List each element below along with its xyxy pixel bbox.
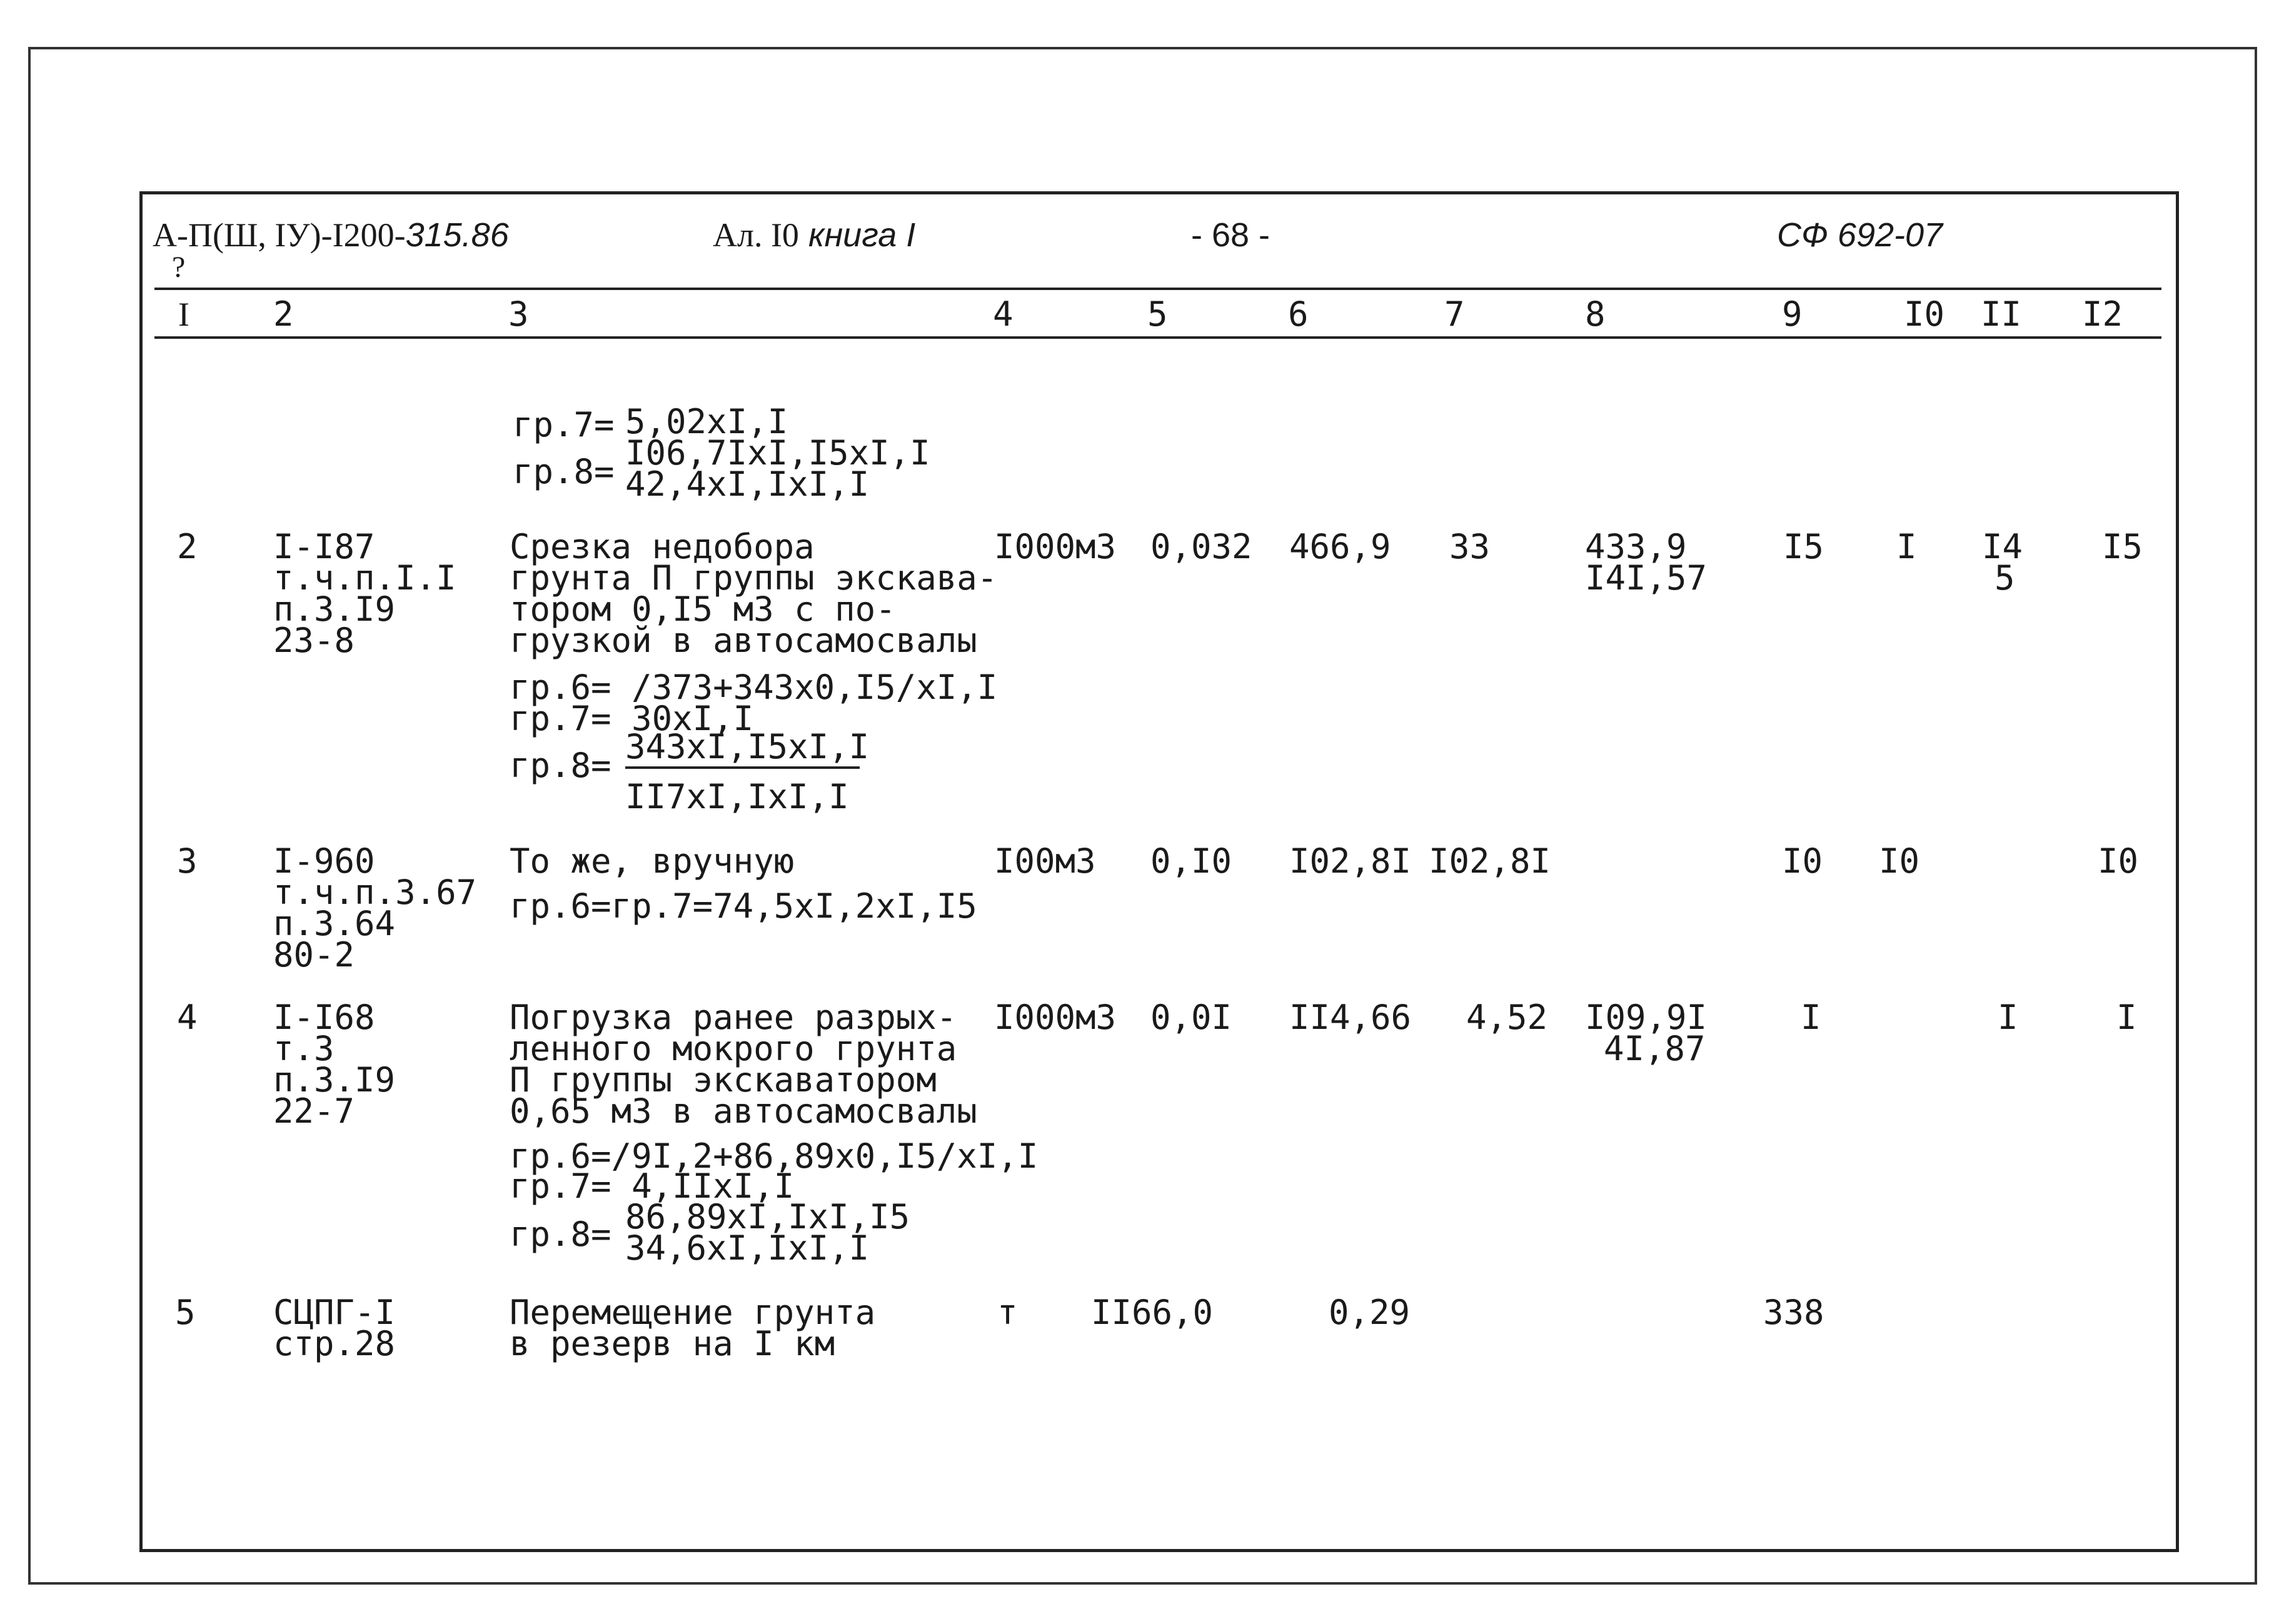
column-6-header: 6	[1288, 294, 1309, 334]
row-gr8-label: гр.8=	[510, 1215, 611, 1254]
row-gr8-line2: 34,6xI,IxI,I	[625, 1228, 870, 1268]
row-formula-line: гр.7= 30xI,I	[510, 699, 754, 738]
album-book: книга I	[808, 216, 916, 254]
column-8-header: 8	[1585, 294, 1606, 334]
row-col7: 4,52	[1466, 998, 1548, 1037]
row-col8-line1: I09,9I	[1585, 998, 1708, 1037]
column-12-header: I2	[2082, 294, 2123, 334]
row-col11-line1: I4	[1982, 527, 2023, 566]
page-number: - 68 -	[1191, 216, 1270, 254]
row-reference-line: т.3	[273, 1029, 335, 1068]
row-reference-line: СЦПГ-I	[273, 1293, 396, 1332]
column-4-header: 4	[993, 294, 1014, 334]
album-number: Ал. I0	[713, 216, 799, 254]
row-reference-line: 22-7	[273, 1091, 355, 1131]
column-5-header: 5	[1147, 294, 1168, 334]
fraction-bar	[625, 766, 860, 769]
row-col9: I5	[1783, 527, 1824, 566]
header-bottom-rule	[154, 336, 2161, 339]
row-reference-line: п.3.64	[273, 904, 396, 943]
row-col6: 466,9	[1289, 527, 1391, 566]
row-number: 4	[177, 998, 198, 1037]
row-description-line: То же, вручную	[510, 841, 795, 881]
album-reference	[713, 216, 915, 254]
row-number: 3	[177, 841, 198, 881]
row-col9: I0	[1782, 841, 1823, 881]
column-11-header: II	[1981, 294, 2022, 334]
row-description-line: ленного мокрого грунта	[510, 1029, 957, 1068]
row-reference-line: стр.28	[273, 1324, 396, 1363]
row-description-line: П группы экскаватором	[510, 1060, 937, 1100]
row-description-line: в резерв на I км	[510, 1324, 835, 1363]
column-2-header: 2	[273, 294, 294, 334]
row-description-line: Перемещение грунта	[510, 1293, 876, 1332]
row-description-line: Погрузка ранее разрых-	[510, 998, 957, 1037]
row-unit: I000м3	[994, 527, 1117, 566]
row-description-line: грузкой в автосамосвалы	[510, 621, 977, 660]
row-col10: I	[1896, 527, 1917, 566]
row-reference-line: т.ч.п.3.67	[273, 873, 477, 912]
document-code-handwritten: 315.86	[405, 216, 509, 254]
row-col9: I	[1801, 998, 1821, 1037]
row-quantity: 0,0I	[1150, 998, 1232, 1037]
row-col6: II4,66	[1289, 998, 1412, 1037]
row-description-line: Срезка недобора	[510, 527, 815, 566]
row-quantity: 0,032	[1150, 527, 1252, 566]
row-gr8-line1: 86,89xI,IxI,I5	[625, 1197, 910, 1236]
row-gr8-label: гр.8=	[510, 746, 611, 785]
intro-gr7-label: гр.7=	[513, 405, 615, 444]
row-formula-line: гр.7= 4,IIxI,I	[510, 1166, 795, 1206]
document-code	[153, 216, 509, 254]
row-col10: I0	[1879, 841, 1920, 881]
document-code-printed: А-П(Ш, IУ)-I200-	[153, 216, 406, 254]
row-gr8-denominator: II7xI,IxI,I	[625, 777, 849, 816]
row-col12: I0	[2098, 841, 2139, 881]
row-number: 2	[177, 527, 198, 566]
row-col8-line2: 4I,87	[1604, 1029, 1706, 1068]
row-col7: 33	[1449, 527, 1491, 566]
row-formula-line: гр.6=гр.7=74,5xI,2xI,I5	[510, 886, 977, 926]
row-formula-line: гр.6=/9I,2+86,89x0,I5/xI,I	[510, 1136, 1039, 1176]
column-10-header: I0	[1904, 294, 1945, 334]
row-reference-line: I-960	[273, 841, 375, 881]
header-top-rule	[154, 288, 2161, 290]
row-reference-line: п.3.I9	[273, 1060, 396, 1100]
column-9-header: 9	[1782, 294, 1803, 334]
row-col8-line1: 433,9	[1585, 527, 1687, 566]
row-description-line: 0,65 м3 в автосамосвалы	[510, 1091, 977, 1131]
column-3-header: 3	[508, 294, 529, 334]
row-reference-line: 80-2	[273, 935, 355, 975]
row-col6: I02,8I	[1289, 841, 1412, 881]
row-quantity: 0,I0	[1150, 841, 1232, 881]
intro-gr8-line1: I06,7IxI,I5xI,I	[625, 433, 930, 473]
stamp-code: СФ 692-07	[1777, 216, 1943, 254]
row-description-line: грунта П группы экскава-	[510, 558, 998, 598]
row-reference-line: 23-8	[273, 621, 355, 660]
row-reference-line: п.3.I9	[273, 589, 396, 629]
intro-gr8-line2: 42,4xI,IxI,I	[625, 464, 870, 504]
column-7-header: 7	[1444, 294, 1465, 334]
row-reference-line: т.ч.п.I.I	[273, 558, 456, 598]
row-unit: т	[997, 1293, 1018, 1332]
row-col12: I	[2116, 998, 2137, 1037]
row-col12: I5	[2102, 527, 2143, 566]
column-1-header: I	[178, 296, 189, 333]
row-reference-line: I-I68	[273, 998, 375, 1037]
row-formula-line: гр.6= /373+343x0,I5/xI,I	[510, 668, 998, 707]
row-number: 5	[175, 1293, 196, 1332]
row-col6: 0,29	[1329, 1293, 1411, 1332]
row-description-line: тором 0,I5 м3 с по-	[510, 589, 896, 629]
row-col7: I02,8I	[1429, 841, 1551, 881]
intro-gr8-label: гр.8=	[513, 452, 615, 491]
row-unit: I00м3	[994, 841, 1096, 881]
row-gr8-numerator: 343xI,I5xI,I	[625, 727, 870, 766]
row-col11-line2: 5	[1995, 558, 2015, 598]
row-unit: I000м3	[994, 998, 1117, 1037]
question-mark: ?	[172, 251, 186, 284]
row-col9: 338	[1763, 1293, 1824, 1332]
row-col8-line2: I4I,57	[1585, 558, 1708, 598]
row-reference-line: I-I87	[273, 527, 375, 566]
intro-gr7-value: 5,02xI,I	[625, 402, 788, 441]
row-quantity: II66,0	[1091, 1293, 1214, 1332]
row-col11: I	[1998, 998, 2018, 1037]
